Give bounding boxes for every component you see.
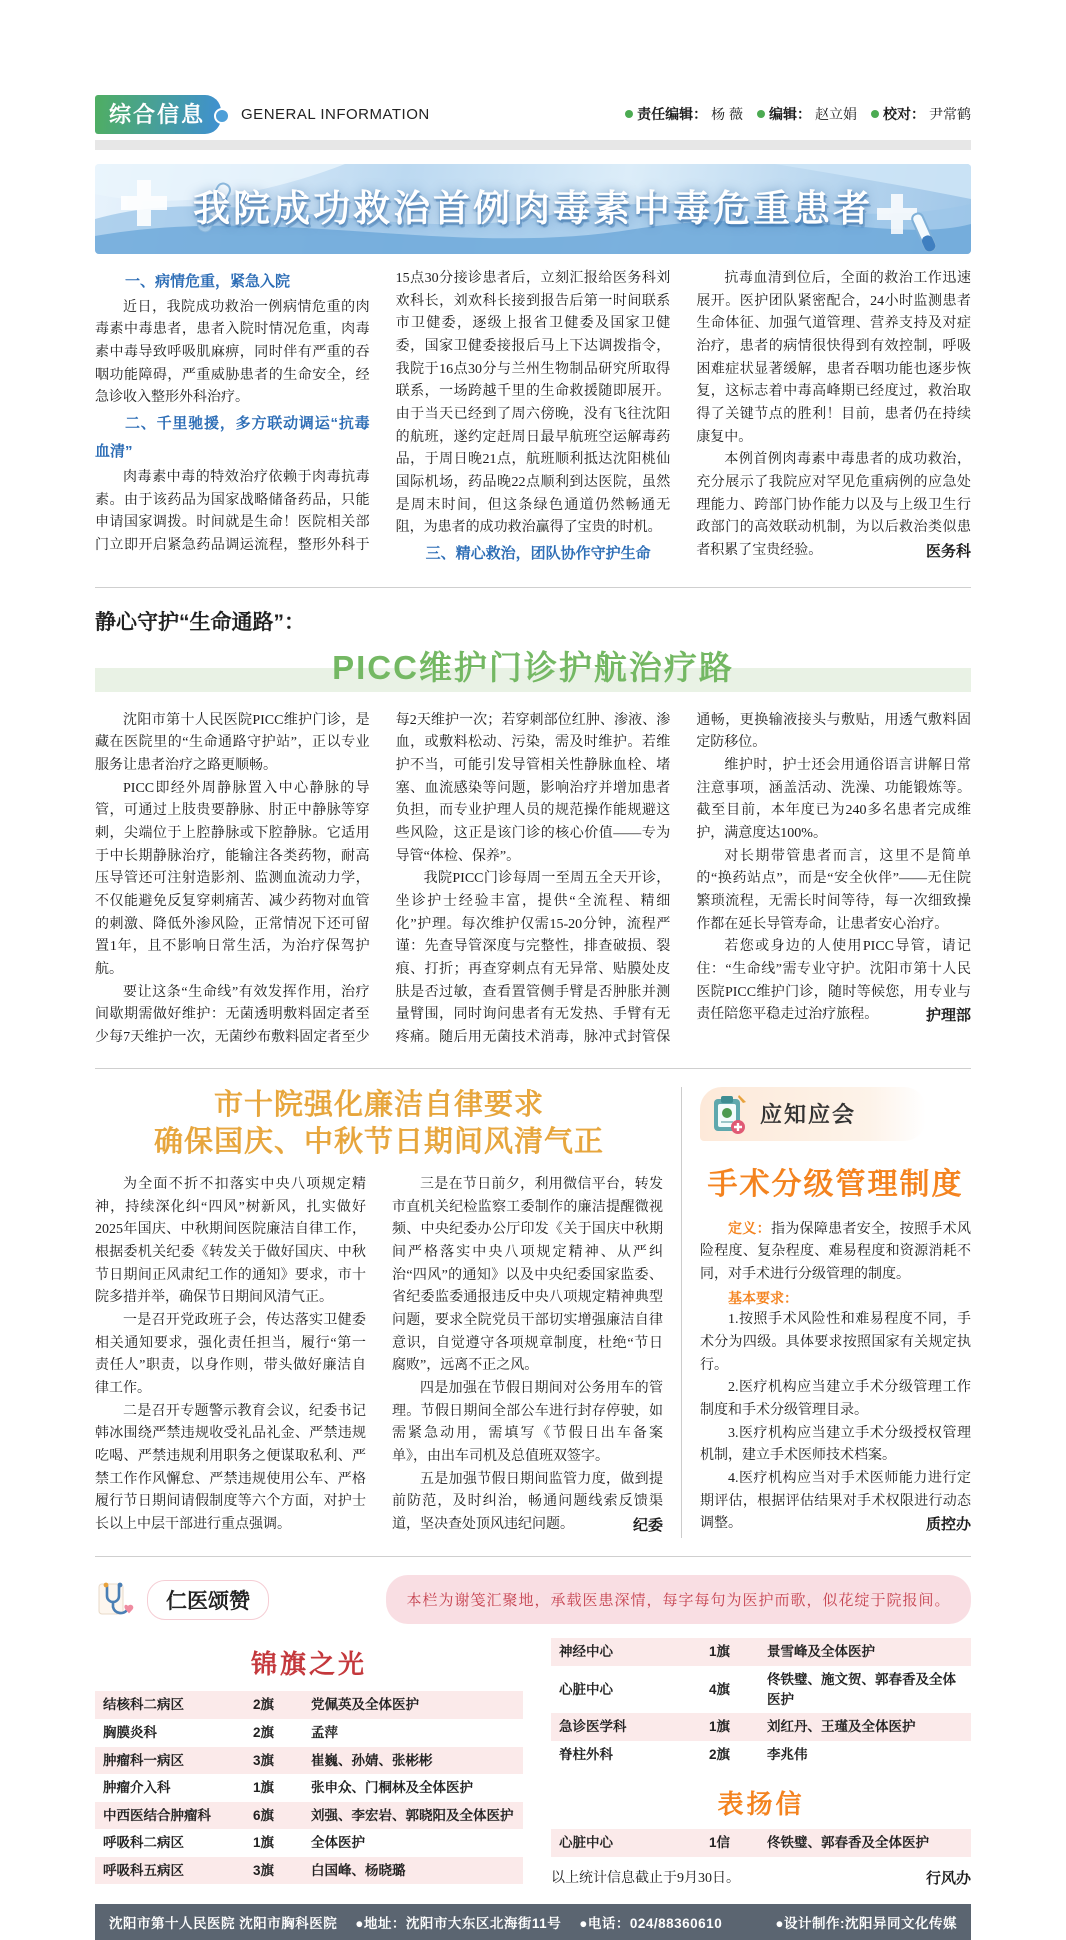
table-row: 心脏中心 1信 佟铁璧、郭春香及全体医护 xyxy=(551,1829,971,1857)
paragraph xyxy=(696,449,971,562)
sidebar-title: 手术分级管理制度 xyxy=(707,1167,964,1201)
knowledge-badge-label: 应知应会 xyxy=(760,1102,857,1128)
editor-item xyxy=(625,104,743,124)
paragraph: 为全面不折不扣落实中央八项规定精神，持续深化纠“四风”树新风，扎实做好2025年国庆、中秋期间医院廉洁自律工作，根据委机关纪委《转发关于做好国庆、中秋节日期间正风肃纪工作的通知》要求，市十院多措并举，确保节日期间风清气正。 xyxy=(95,1177,366,1306)
knowledge-sidebar xyxy=(682,1087,971,1539)
praise-header xyxy=(95,1575,971,1624)
article-botulinum-body xyxy=(95,268,971,569)
paragraph xyxy=(392,1469,663,1537)
byline-department: 医务科 xyxy=(925,543,971,561)
editor-name: 赵立娟 xyxy=(815,106,857,122)
footer-phone: ●电话：024/88360610 xyxy=(579,1915,723,1931)
lead-article-title: 我院成功救治首例肉毒素中毒危重患者 xyxy=(193,188,873,229)
paragraph: 我院PICC门诊每周一至周五全天开诊，坐诊护士经验丰富，提供“全流程、精细化”护理。每次维护仅需15-20分钟，流程严谨：先查导管深度与完整性，排查破损、裂痕、打折；再查穿刺点有无异常、贴膜处皮肤是否过敏，查看置管侧手臂是否肿胀并测量臂围，同时询问患者有无发热、手臂有无疼痛。随后用无菌技术消毒，脉冲式封管保通畅，更换输液接头与敷贴，用透气敷料固定防移位。 xyxy=(395,712,971,1045)
paragraph xyxy=(696,936,971,1027)
divider xyxy=(95,587,971,588)
footer-hospital: 沈阳市第十人民医院 沈阳市胸科医院 xyxy=(109,1915,338,1931)
footer-design-credit: ●设计制作:沈阳异同文化传媒 xyxy=(775,1915,957,1931)
paragraph: 对长期带管患者而言，这里不是简单的“换药站点”，而是“安全伙伴”——无住院繁琐流程，无需长时间等待，每一次细致操作都在延长导管寿命，让患者安心治疗。 xyxy=(696,848,971,932)
lead-article-banner xyxy=(95,164,971,254)
table-row: 急诊医学科 1旗 刘红丹、王瑾及全体医护 xyxy=(551,1713,971,1741)
bullet-icon xyxy=(757,110,765,118)
editor-item xyxy=(757,104,857,124)
praise-tables xyxy=(95,1638,971,1887)
paragraph: 四是加强在节假日期间对公务用车的管理。节假日期间全部公车进行封存停驶，如需紧急动用，需填写《节假日出车备案单》，由出车司机及总值班双签字。 xyxy=(392,1381,663,1465)
bullet-icon xyxy=(871,110,879,118)
divider xyxy=(95,1556,971,1557)
integrity-and-sidebar-row xyxy=(95,1087,971,1539)
editor-name: 杨 薇 xyxy=(711,106,743,122)
article-integrity xyxy=(95,1087,682,1539)
praise-badge xyxy=(95,1578,269,1622)
paragraph: 维护时，护士还会用通俗语言讲解日常注意事项，涵盖活动、洗澡、功能锻炼等。截至目前，本年度已为240多名患者完成维护，满意度达100%。 xyxy=(696,757,971,841)
stethoscope-icon xyxy=(95,1578,139,1622)
flags-title: 锦旗之光 xyxy=(250,1649,367,1680)
definition-text: 指为保障患者安全，按照手术风险程度、复杂程度、难易程度和资源消耗不同，对手术进行分级管理的制度。 xyxy=(700,1221,971,1282)
paragraph: 三是在节日前夕，利用微信平台，转发市直机关纪检监察工委制作的廉洁提醒微视频、中央纪委办公厅印发《关于国庆中秋期间严格落实中央八项规定精神、从严纠治“四风”的通知》以及中央纪委国家监委、省纪委监委通报违反中央八项规定精神典型问题，要求全院党员干部切实增强廉洁自律意识，自觉遵守各项规章制度，杜绝“节日腐败”，远离不正之风。 xyxy=(392,1177,663,1374)
table-row: 神经中心 1旗 景雪峰及全体医护 xyxy=(551,1638,971,1666)
editor-item xyxy=(871,104,971,124)
paragraph: 抗毒血清到位后，全面的救治工作迅速展开。医护团队紧密配合，24小时监测患者生命体征、加强气道管理、营养支持及对症治疗，患者的病情很快得到有效控制，呼吸困难症状显著缓解，患者吞咽功能也逐步恢复，这标志着中毒高峰期已经度过，救治取得了关键节点的胜利！目前，患者仍在持续康复中。 xyxy=(696,271,971,445)
byline-department: 质控办 xyxy=(925,1516,971,1534)
praise-badge-label: 仁医颂赞 xyxy=(147,1580,269,1620)
paragraph: 近日，我院成功救治一例病情危重的肉毒素中毒患者，患者入院时情况危重，肉毒素中毒导致呼吸肌麻痹，同时伴有严重的吞咽功能障碍，严重威胁患者的生命安全，经急诊收入整形外科治疗。 xyxy=(95,299,370,406)
picc-title-block xyxy=(95,644,971,696)
article-picc-body xyxy=(95,710,971,1050)
paragraph: 沈阳市第十人民医院PICC维护门诊，是藏在医院里的“生命通路守护站”，正以专业服务让患者治疗之路更顺畅。 xyxy=(95,712,370,773)
paragraph: 一是召开党政班子会，传达落实卫健委相关通知要求，强化责任担当，履行“第一责任人”职责，以身作则，带头做好廉洁自律工作。 xyxy=(95,1313,366,1397)
letters-title: 表扬信 xyxy=(717,1789,805,1820)
picc-title: PICC维护门诊护航治疗路 xyxy=(332,648,734,686)
subheading: 二、千里驰援，多方联动调运“抗毒血清” xyxy=(95,414,370,461)
table-row: 中西医结合肿瘤科 6旗 刘强、李宏岩、郭晓阳及全体医护 xyxy=(95,1802,523,1830)
section-tag: 综合信息 xyxy=(95,95,221,134)
subheading: 一、病情危重，紧急入院 xyxy=(125,273,291,290)
table-row: 呼吸科五病区 3旗 白国峰、杨晓璐 xyxy=(95,1857,523,1885)
footer-address: ●地址：沈阳市大东区北海街11号 xyxy=(355,1915,562,1931)
requirements-label: 基本要求： xyxy=(728,1289,798,1306)
editor-name: 尹常鹤 xyxy=(929,106,971,122)
table-row: 脊柱外科 2旗 李兆伟 xyxy=(559,1746,808,1762)
requirement-item: 3.医疗机构应当建立手术分级授权管理机制，建立手术医师技术档案。 xyxy=(700,1425,971,1464)
masthead xyxy=(95,96,971,132)
paragraph-text: 若您或身边的人使用PICC导管，请记住：“生命线”需专业守护。沈阳市第十人民医院PICC维护门诊，随时等候您，用专业与责任陪您平稳走过治疗旅程。 xyxy=(696,939,971,1023)
footer-bar xyxy=(95,1904,971,1940)
definition-label: 定义： xyxy=(728,1219,771,1236)
table-row: 胸膜炎科 2旗 孟萍 xyxy=(103,1724,338,1740)
paragraph: 肉毒素中毒的特效治疗依赖于肉毒抗毒素。由于该药品为国家战略储备药品，只能申请国家调拨。时间就是生命！医院相关部门立即开启紧急药品调运流程，整形外科于15点30分接诊患者后，立刻汇报给医务科刘欢科长，刘欢科长接到报告后第一时间联系市卫健委，逐级上报省卫健委及国家卫健委，国家卫健委接报后马上下达调拨指令，我院于16点30分与兰州生物制品研究所取得联系，一场跨越千里的生命救援随即展开。由于当天已经到了周六傍晚，没有飞往沈阳的航班，遂约定赶周日最早航班空运解毒药品，于周日晚21点，航班顺利抵达沈阳桃仙国际机场，药品晚22点顺利到达医院，虽然是周末时间，但这条绿色通道仍然畅通无阻，为患者的成功救治赢得了宝贵的时机。 xyxy=(95,271,671,553)
byline-department: 护理部 xyxy=(925,1007,971,1025)
clipboard-icon xyxy=(708,1093,750,1135)
requirement-item: 1.按照手术风险性和难易程度不同，手术分为四级。具体要求按照国家有关规定执行。 xyxy=(700,1312,971,1373)
byline-department: 纪委 xyxy=(632,1517,663,1535)
paragraph: 二是召开专题警示教育会议，纪委书记韩冰围绕严禁违规收受礼品礼金、严禁违规吃喝、严禁违规利用职务之便谋取私利、严禁工作作风懈怠、严禁违规使用公车、严格履行节日期间请假制度等六个方面，对护士长以上中层干部进行重点强调。 xyxy=(95,1403,366,1533)
table-row: 肿瘤科一病区 3旗 崔巍、孙婧、张彬彬 xyxy=(95,1747,523,1775)
subheading: 三、精心救治，团队协作守护生命 xyxy=(425,545,651,563)
table-row: 肿瘤介入科 1旗 张申众、门桐林及全体医护 xyxy=(103,1780,473,1796)
divider xyxy=(95,1068,971,1069)
flags-right-column xyxy=(551,1638,971,1887)
integrity-title-line1: 市十院强化廉洁自律要求 xyxy=(213,1088,544,1121)
editor-label: 编辑： xyxy=(769,106,811,122)
knowledge-badge xyxy=(700,1087,926,1141)
editor-label: 责任编辑： xyxy=(637,106,708,122)
table-row: 结核科二病区 2旗 党佩英及全体医护 xyxy=(95,1691,523,1719)
bullet-icon xyxy=(625,110,633,118)
definition-paragraph xyxy=(700,1217,971,1287)
masthead-rule xyxy=(95,140,971,150)
praise-banner-text: 本栏为谢笺汇聚地，承载医患深情，每字每句为医护而歌，似花绽于院报间。 xyxy=(386,1575,971,1624)
flags-left-column xyxy=(95,1638,523,1887)
requirement-item: 2.医疗机构应当建立手术分级管理工作制度和手术分级管理目录。 xyxy=(700,1380,971,1419)
table-row: 心脏中心 4旗 佟铁璧、施文贺、郭春香及全体医护 xyxy=(559,1671,956,1707)
paragraph-text: 本例首例肉毒素中毒患者的成功救治，充分展示了我院应对罕见危重病例的应急处理能力、跨部门协作能力以及与上级卫生行政部门的高效联动机制，为以后救治类似患者积累了宝贵经验。 xyxy=(696,452,971,559)
editors-list xyxy=(625,104,971,124)
paragraph-text: 五是加强节假日期间监管力度，做到提前防范，及时纠治，畅通问题线索反馈渠道，坚决查处顶风违纪问题。 xyxy=(392,1471,663,1533)
table-row: 呼吸科二病区 1旗 全体医护 xyxy=(103,1835,365,1851)
picc-kicker: 静心守护“生命通路”： xyxy=(95,610,305,634)
requirement-item xyxy=(700,1468,971,1536)
stats-note-row xyxy=(551,1867,971,1888)
stats-note: 以上统计信息截止于9月30日。 xyxy=(551,1870,740,1886)
editor-label: 校对： xyxy=(883,106,925,122)
paragraph: PICC即经外周静脉置入中心静脉的导管，可通过上肢贵要静脉、肘正中静脉等穿刺，尖端位于上腔静脉或下腔静脉。它适用于中长期静脉治疗，能输注各类药物，耐高压导管还可注射造影剂、监测血流动力学，不仅能避免反复穿刺痛苦、减少药物对血管的刺激、降低外渗风险，正常情况下还可留置1年，且不影响日常生活，为治疗保驾护航。 xyxy=(95,780,370,977)
integrity-title-line2: 确保国庆、中秋节日期间风清气正 xyxy=(153,1126,604,1159)
byline-department: 行风办 xyxy=(925,1869,971,1887)
section-title-en: GENERAL INFORMATION xyxy=(241,105,430,123)
article-integrity-body xyxy=(95,1174,663,1538)
requirement-text: 4.医疗机构应当对手术医师能力进行定期评估，根据评估结果对手术权限进行动态调整。 xyxy=(700,1471,971,1532)
integrity-title xyxy=(95,1087,663,1162)
paragraph: 要让这条“生命线”有效发挥作用，治疗间歇期需做好维护：无菌透明敷料固定者至少每7天维护一次，无菌纱布敷料固定者至少每2天维护一次；若穿刺部位红肿、渗液、渗血，或敷料松动、污染，需及时维护。若维护不当，可能引发导管相关性静脉血栓、堵塞、血流感染等问题，影响治疗并增加患者负担，而专业护理人员的规范操作能规避这些风险，这正是该门诊的核心价值——专为导管“体检、保养”。 xyxy=(95,712,671,1045)
